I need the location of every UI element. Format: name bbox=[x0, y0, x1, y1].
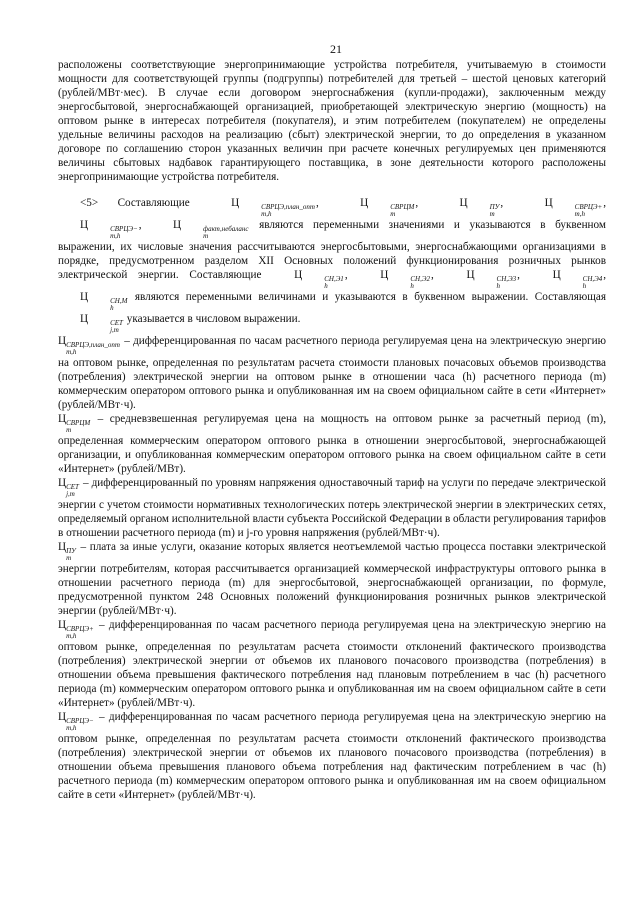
symbol-c-sn2: Ц СН,Э2 h bbox=[380, 269, 430, 290]
definition-plus: Ц СВРЦЭ+ m,h – дифференцированная по часам расчетного периода регулируемая цена на электрическую энергию на оптовом рынке, определенная по результатам расчета стоимости отклонений фактического производства (потребления) электрической энергии от объемов их планового почасового производства (потребления) в отношении объема превышения фактического потребления над плановым потреблением в час (h) расчетного периода (m) коммерческим оператором оптового рынка и опубликованная им на своем официальном сайте в сети «Интернет» (рублей/МВт·ч). bbox=[58, 619, 606, 709]
symbol-c-svrcm: Ц СВРЦМ m bbox=[360, 197, 415, 218]
symbol-c-sn4: Ц СН,Э4 h bbox=[552, 269, 603, 290]
paragraph-note-5: <5> Составляющие Ц СВРЦЭ,план_опт m,h , Ц СВРЦМ m , Ц ПУ m , Ц СВРЦЭ+ m,h , Ц СВРЦЭ− m,h , Ц факт,небаланс m являются переменными значениями и указываются в буквенном выражении, их числовые значения рассчитываются энергосбытовыми, энергоснабжающими организациями в порядке, предусмотренном разделом XII Основных положений функционирования розничных рынков электрической энергии. Составляющие Ц СН,Э1 h , Ц СН,Э2 h , Ц СН,Э3 h , Ц СН,Э4 h , Ц СН,М h являются переменными величинами и указываются в буквенном выражении. Составляющая Ц СЕТ j,m указывается в числовом выражении. bbox=[58, 197, 607, 334]
symbol-c-plus: Ц СВРЦЭ+ m,h bbox=[544, 197, 603, 218]
symbol-c-plan-opt: Ц СВРЦЭ,план_опт m,h bbox=[58, 335, 120, 356]
note-text-3: указывается в числовом выражении. bbox=[123, 313, 301, 325]
symbol-c-minus: Ц СВРЦЭ− m,h bbox=[58, 711, 94, 732]
note-text-1: являются переменными значениями и указываются в буквенном выражении, их числовые значения рассчитываются энергосбытовыми, энергоснабжающими организациями в порядке, предусмотренном разделом XII Основных положений функционирования розничных рынков электрической энергии. Составляющие bbox=[58, 219, 606, 281]
symbol-c-snm: Ц СН,М h bbox=[80, 291, 128, 312]
symbol-c-sn3: Ц СН,Э3 h bbox=[466, 269, 517, 290]
definition-minus: Ц СВРЦЭ− m,h – дифференцированная по часам расчетного периода регулируемая цена на электрическую энергию на оптовом рынке, определенная по результатам расчета стоимости отклонений фактического производства (потребления) электрической энергии от объемов их планового почасового производства (потребления) в отношении объема превышения планового объема потребления над фактическим потреблением в час (h) расчетного периода (m) коммерческим оператором оптового рынка и опубликованная им на своем официальном сайте в сети «Интернет» (рублей/МВт·ч). bbox=[58, 711, 606, 801]
page-number: 21 bbox=[330, 42, 342, 56]
symbol-c-sn1: Ц СН,Э1 h bbox=[294, 269, 344, 290]
paragraph-continued: расположены соответствующие энергопринимающие устройства потребителя, учитываемую в стоимости мощности для соответствующей группы (подгруппы) потребителей для третьей – шестой ценовых категорий (рублей/МВт·мес). В случае если договором энергоснабжения (купли-продажи), заключенным между энергосбытовой, энергоснабжающей организацией, приобретающей электрическую энергию (мощность) на оптовом рынке в интересах потребителя (покупателя), и этим потребителем (покупателем) не определены удельные величины расходов на реализацию (сбыт) электрической энергии, то до определения в указанном договоре по соглашению сторон указанных величин при расчете конечных регулируемых цен применяются величины сбытовых надбавок гарантирующего поставщика, в зоне деятельности которого расположены энергопринимающие устройства потребителя. bbox=[58, 59, 606, 183]
symbol-c-pu: Ц ПУ m bbox=[58, 541, 76, 562]
note-text-2: являются переменными величинами и указываются в буквенном выражении. Составляющая bbox=[128, 291, 606, 303]
definition-set: Ц СЕТ j,m – дифференцированный по уровням напряжения одноставочный тариф на услуги по передаче электрической энергии с учетом стоимости нормативных технологических потерь электрической энергии в электрических сетях, определяемый органом исполнительной власти субъекта Российской Федерации в области регулирования тарифов в отношении расчетного периода (m) и j-го уровня напряжения (рублей/МВт·ч). bbox=[58, 477, 606, 539]
definition-plan-opt: Ц СВРЦЭ,план_опт m,h – дифференцированная по часам расчетного периода регулируемая цена на электрическую энергию на оптовом рынке, определенная по результатам расчета стоимости плановых почасовых объемов производства (потребления) электрической энергии на оптовом рынке в отношении часа (h) расчетного периода (m) коммерческим оператором оптового рынка и опубликованная им на своем официальном сайте в сети «Интернет» (рублей/МВт·ч). bbox=[58, 335, 606, 411]
symbol-c-plus: Ц СВРЦЭ+ m,h bbox=[58, 619, 94, 640]
symbol-c-minus: Ц СВРЦЭ− m,h bbox=[80, 219, 138, 240]
note-intro: <5> Составляющие bbox=[80, 197, 210, 209]
symbol-c-pu: Ц ПУ m bbox=[459, 197, 500, 218]
definition-svrcm: Ц СВРЦМ m – средневзвешенная регулируемая цена на мощность на оптовом рынке за расчетный период (m), определенная коммерческим оператором оптового рынка в отношении энергосбытовой, энергоснабжающей организации, и опубликованная коммерческим оператором оптового рынка на своем официальном сайте в сети «Интернет» (рублей/МВт). bbox=[58, 413, 606, 475]
symbol-c-fact: Ц факт,небаланс m bbox=[173, 219, 249, 240]
symbol-c-set: Ц СЕТ j,m bbox=[58, 477, 79, 498]
symbol-c-set: Ц СЕТ j,m bbox=[80, 313, 123, 334]
symbol-c-plan-opt: Ц СВРЦЭ,план_опт m,h bbox=[231, 197, 315, 218]
symbol-c-svrcm: Ц СВРЦМ m bbox=[58, 413, 91, 434]
definition-pu: Ц ПУ m – плата за иные услуги, оказание которых является неотъемлемой частью процесса поставки электрической энергии потребителям, которая рассчитывается организацией коммерческой инфраструктуры оптового рынка в отношении расчетного периода (m) для энергосбытовой, энергоснабжающей организации, по формуле, предусмотренной пунктом 248 Основных положений функционирования розничных рынков электрической энергии (рублей/МВт·ч). bbox=[58, 541, 606, 617]
